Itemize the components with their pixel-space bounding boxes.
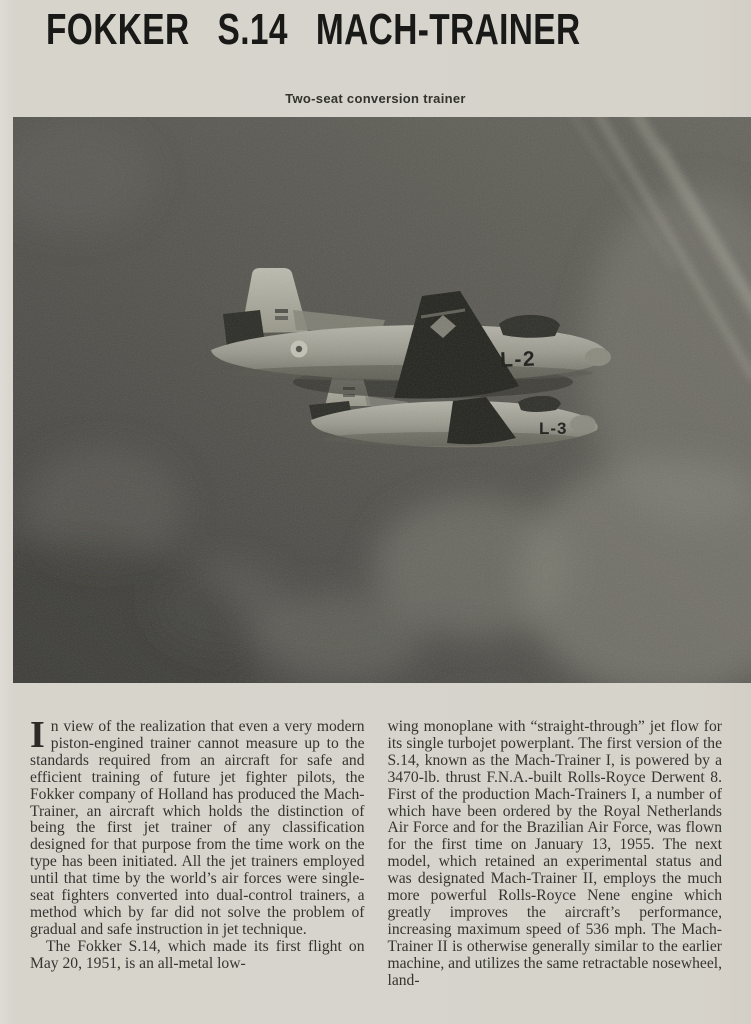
wingman-marking: L-3 xyxy=(539,419,568,438)
dropcap: I xyxy=(30,719,45,756)
paragraph: The Fokker S.14, which made its first flight on May 20, 1951, is an all-metal low- xyxy=(30,937,365,972)
paragraph: wing monoplane with “straight-through” jet flow for its single turbojet powerplant. The first version of the S.14, known as the Mach-Trainer I, is powered by a 3470-lb. thrust F.N.A.-built Rolls-Royce Derwent 8. First of the production Mach-Trainers I, a number of which have been ordered by the Royal Netherlands Air Force and for the Brazilian Air Force, was flown for the first time on January 13, 1955. The next model, which retained an experimental status and was designated Mach-Trainer II, employs the much more powerful Rolls-Royce Nene engine which greatly improves the aircraft’s performance, increasing maximum speed of 536 mph. The Mach-Trainer II is otherwise generally similar to the earlier machine, and utilizes the same retractable nosewheel, land- xyxy=(387,719,722,989)
photo-grain-texture xyxy=(13,117,751,683)
article-column-right xyxy=(388,719,723,1024)
page-title: FOKKER S.14 MACH-TRAINER xyxy=(46,5,581,54)
article-subtitle: Two-seat conversion trainer xyxy=(285,91,466,106)
lead-marking: L-2 xyxy=(499,347,537,372)
paragraph-text: n view of the realization that even a very modern piston-engined trainer cannot measure up to the standards required from an aircraft for safe and efficient training of future jet fighter pilots, the Fokker company of Holland has produced the Mach-Trainer, an aircraft which holds the distinction of being the first jet trainer of any classification designed for that purpose from the time work on the type has been initiated. All the jet trainers employed until that time by the world’s air forces were single-seat fighters converted into dual-control trainers, a method which by far did not solve the problem of gradual and safe instruction in jet technique. xyxy=(30,719,365,938)
article-column-left xyxy=(30,719,365,1024)
aircraft-photo-illustration xyxy=(13,117,751,683)
aircraft-photo xyxy=(13,117,751,683)
article-body xyxy=(30,719,722,1024)
paragraph xyxy=(30,719,365,939)
